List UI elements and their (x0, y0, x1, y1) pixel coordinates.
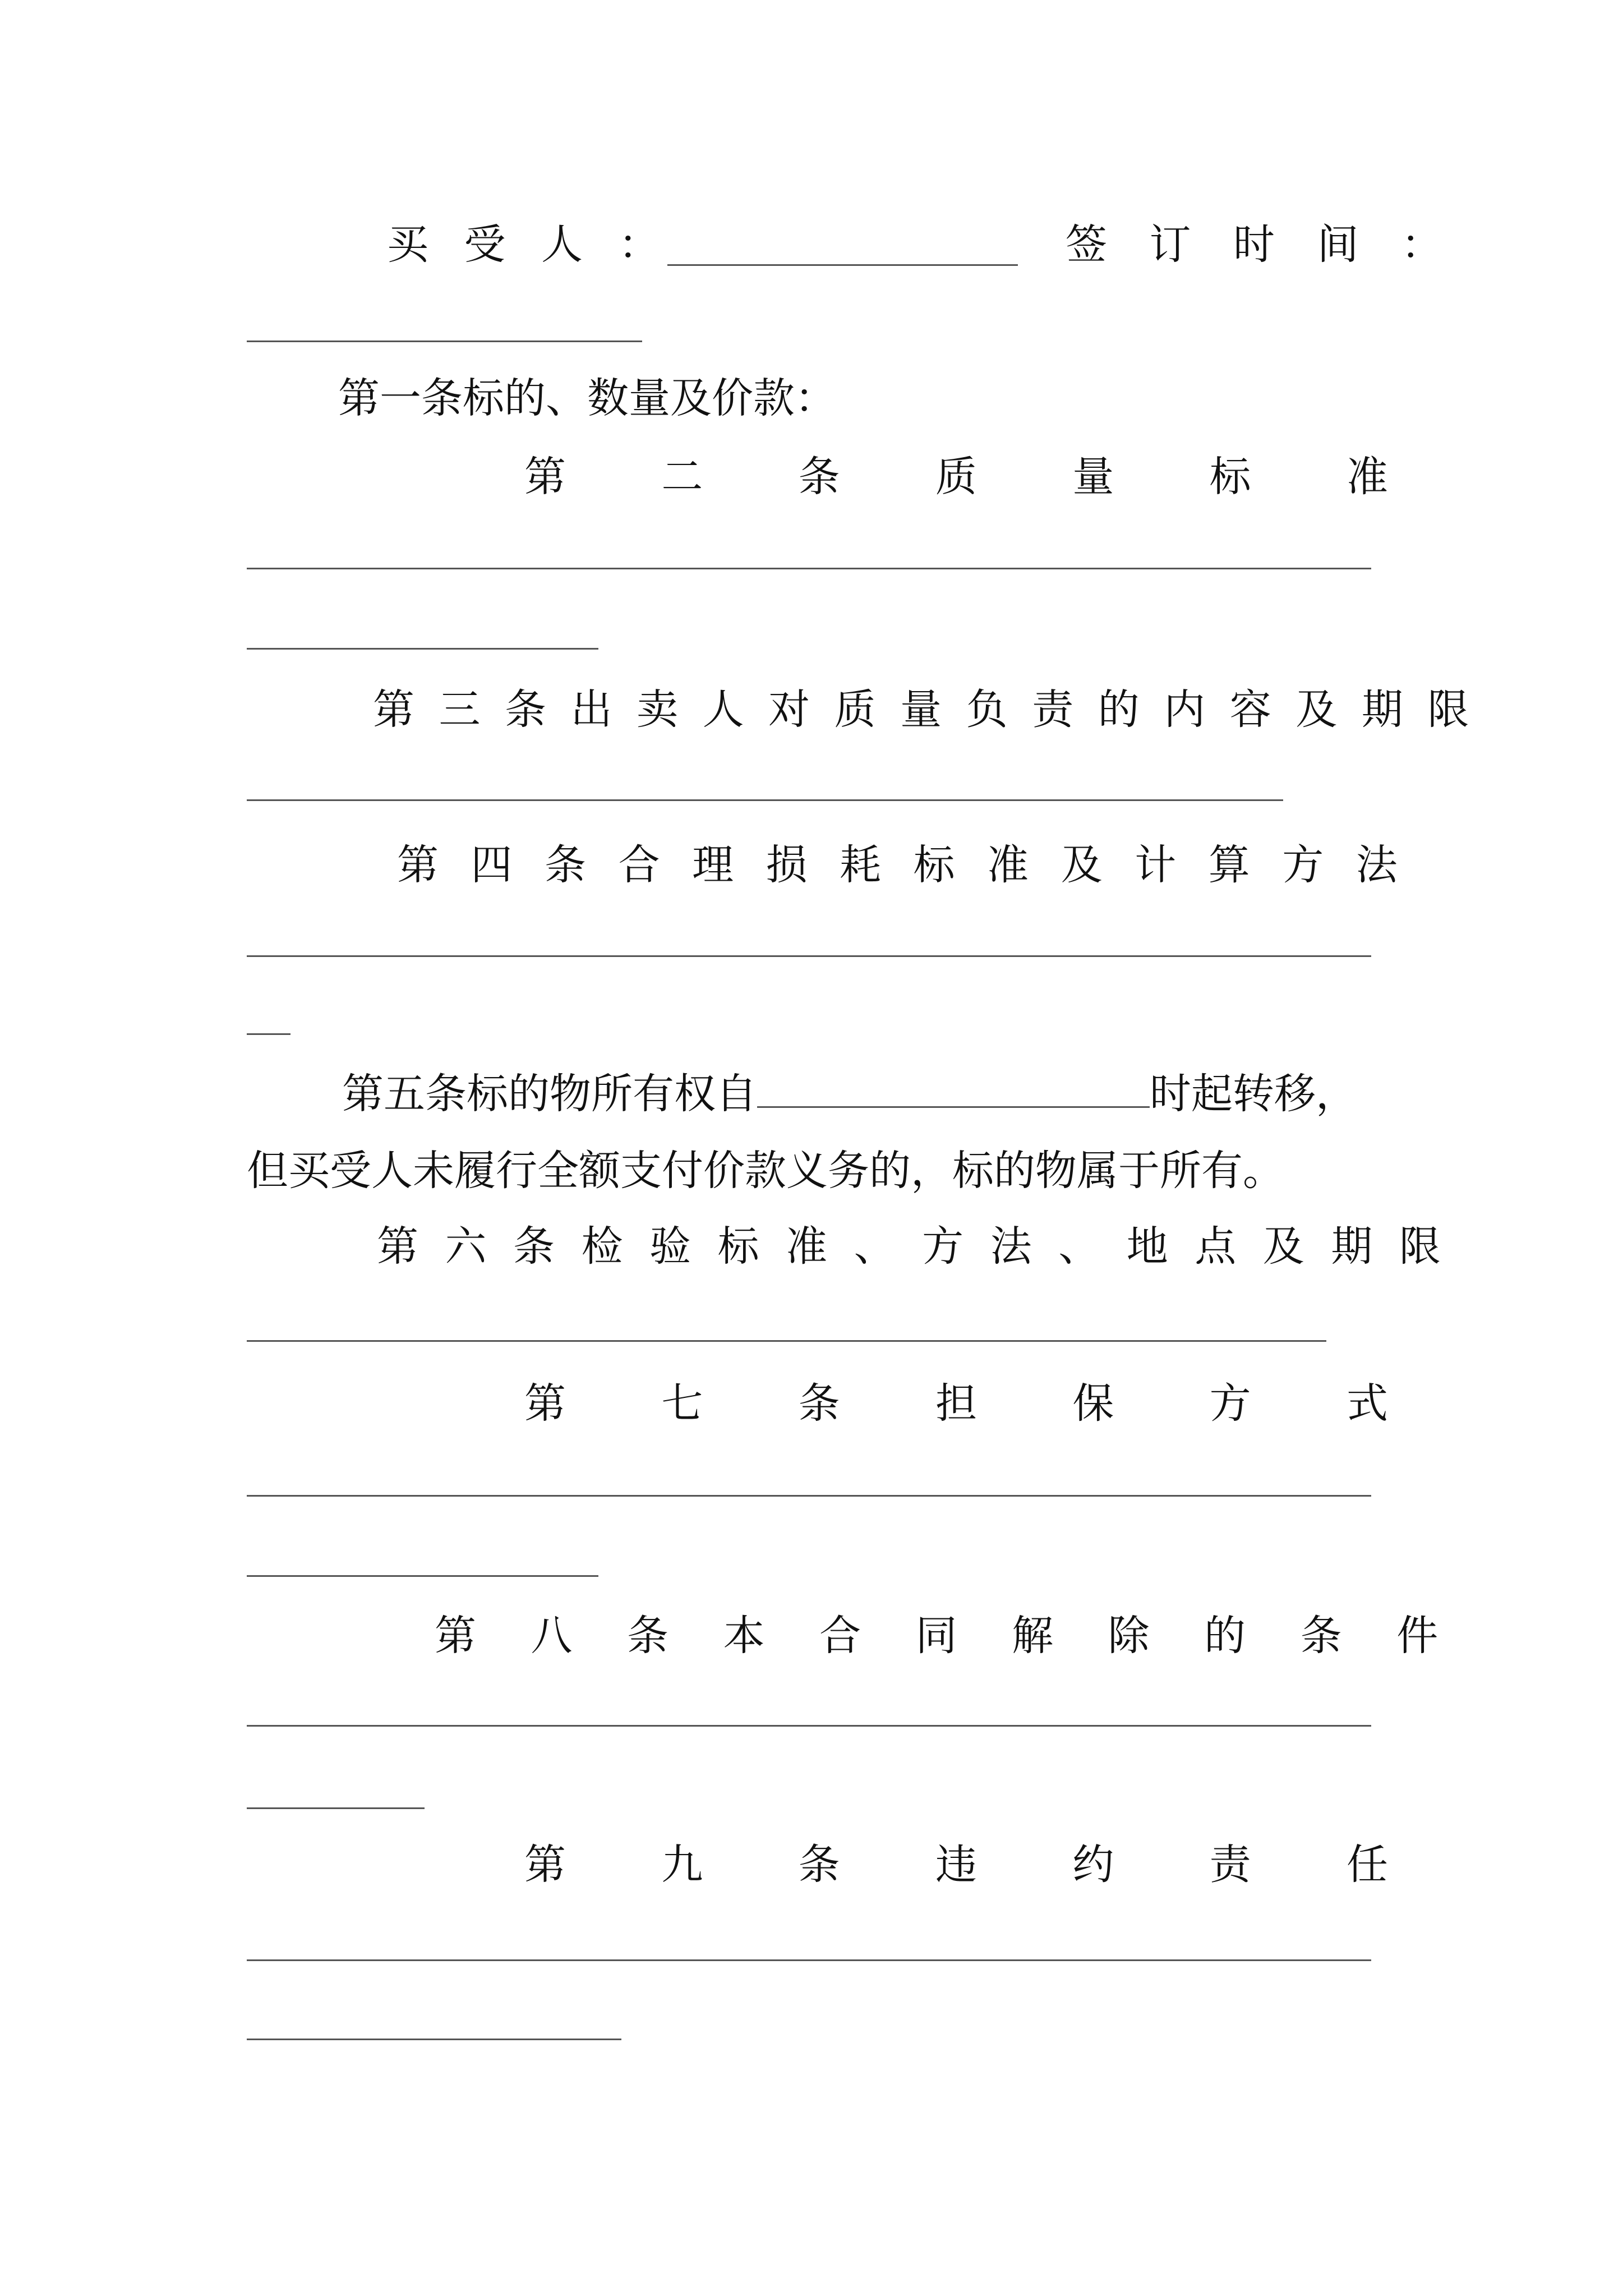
article-7-heading (524, 1375, 1388, 1432)
article-3-fill-line[interactable] (247, 799, 1283, 801)
article-9-char: 第 (524, 1841, 566, 1889)
article-8-fill-line[interactable] (247, 1725, 1371, 1727)
article-7-char: 条 (798, 1379, 840, 1428)
article-4-fill-line[interactable] (247, 955, 1371, 957)
article-7-char: 第 (524, 1379, 566, 1428)
sign-time-label: 签 订 时 间 ： (1066, 220, 1458, 269)
article-1-heading: 第一条标的、数量及价款： (338, 374, 836, 422)
article-9-char: 违 (935, 1841, 977, 1889)
article-2-char: 准 (1346, 453, 1388, 501)
article-2-char: 二 (661, 453, 703, 501)
article-7-char: 保 (1072, 1379, 1114, 1428)
article-9-char: 约 (1072, 1841, 1114, 1889)
buyer-field-line[interactable] (667, 264, 1018, 266)
article-7-char: 方 (1209, 1379, 1251, 1428)
ownership-transfer-blank[interactable] (757, 1067, 1150, 1108)
article-5-text-part2: 时起转移， (1150, 1070, 1357, 1118)
article-9-char: 任 (1346, 1841, 1388, 1889)
article-7-char: 式 (1346, 1379, 1388, 1428)
article-5-text-line2: 但买受人未履行全额支付价款义务的，标的物属于所有。 (247, 1147, 1284, 1195)
article-2-char: 条 (798, 453, 840, 501)
article-9-char: 条 (798, 1841, 840, 1889)
buyer-label: 买 受 人 ： (387, 220, 671, 269)
article-7-char: 担 (935, 1379, 977, 1428)
article-4-fill-line[interactable] (247, 1033, 291, 1035)
article-5-text (342, 1066, 1357, 1122)
article-9-fill-line[interactable] (247, 1959, 1371, 1961)
article-7-char: 七 (661, 1379, 703, 1428)
article-4-heading: 第 四 条 合 理 损 耗 标 准 及 计 算 方 法 (397, 841, 1407, 889)
article-6-fill-line[interactable] (247, 1340, 1326, 1342)
article-5-text-part1: 第五条标的物所有权自 (342, 1070, 757, 1118)
article-2-char: 质 (935, 453, 977, 501)
article-7-fill-line[interactable] (247, 1575, 598, 1577)
sign-time-field-line[interactable] (247, 341, 642, 342)
article-9-heading (524, 1837, 1388, 1893)
article-9-fill-line[interactable] (247, 2039, 621, 2040)
article-2-fill-line[interactable] (247, 648, 598, 650)
article-9-char: 责 (1209, 1841, 1251, 1889)
article-6-heading: 第 六 条 检 验 标 准 、 方 法 、 地 点 及 期 限 (377, 1222, 1447, 1271)
article-2-fill-line[interactable] (247, 568, 1371, 569)
article-3-heading: 第 三 条 出 卖 人 对 质 量 负 责 的 内 容 及 期 限 (373, 685, 1475, 734)
article-8-fill-line[interactable] (247, 1807, 425, 1809)
article-9-char: 九 (661, 1841, 703, 1889)
article-8-heading: 第 八 条 本 合 同 解 除 的 条 件 (435, 1612, 1459, 1660)
article-2-char: 第 (524, 453, 566, 501)
article-7-fill-line[interactable] (247, 1495, 1371, 1497)
article-2-heading (524, 449, 1388, 505)
article-2-char: 标 (1209, 453, 1251, 501)
article-2-char: 量 (1072, 453, 1114, 501)
